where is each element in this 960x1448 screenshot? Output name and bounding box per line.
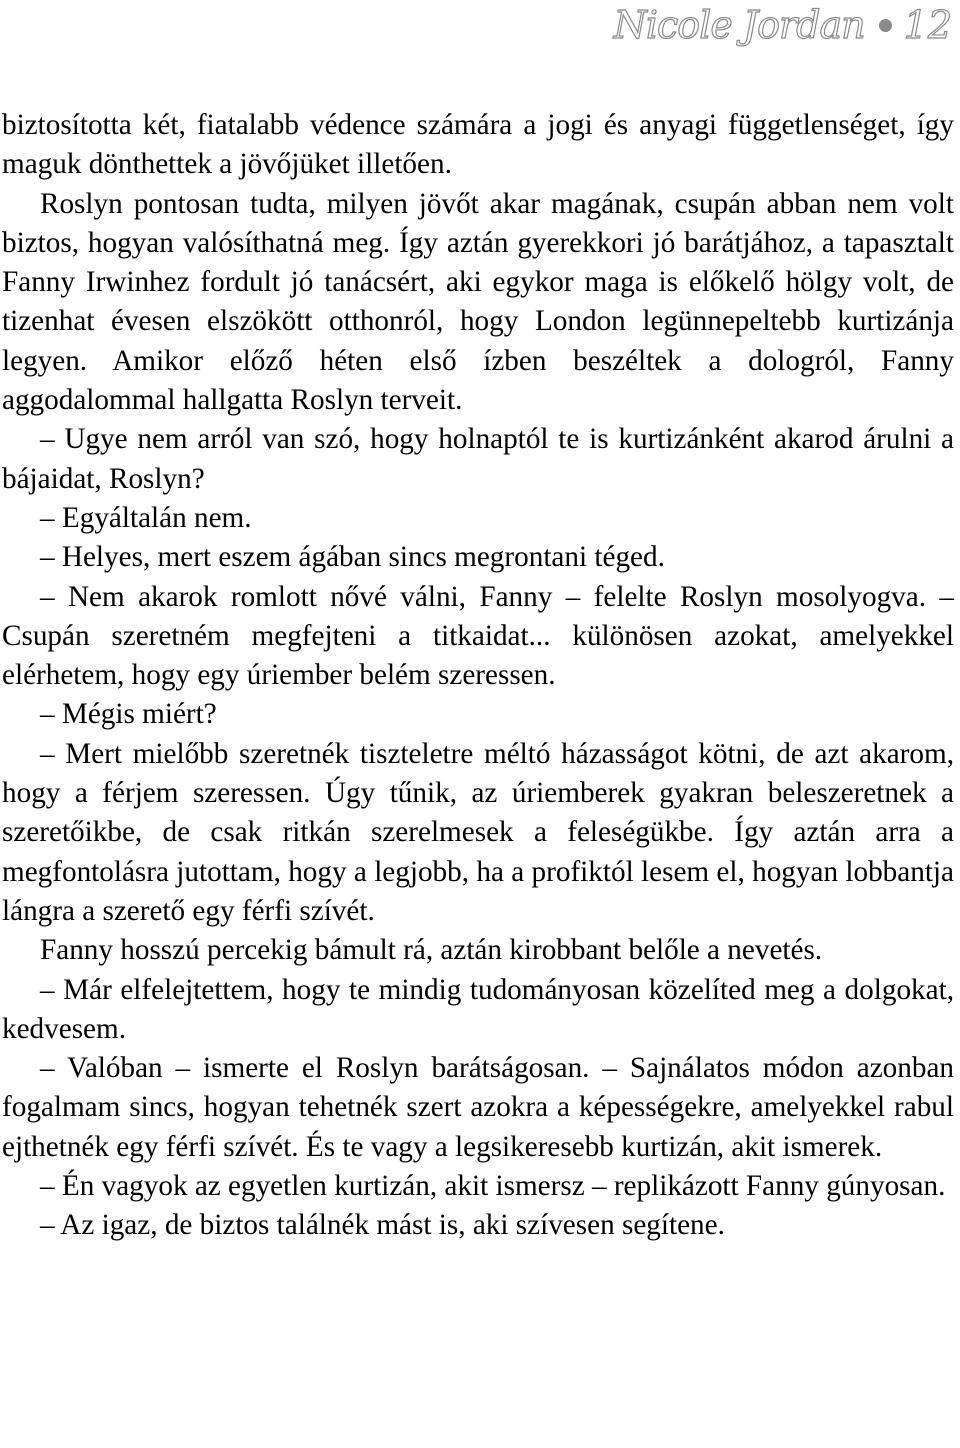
dialogue-line: – Már elfelejtettem, hogy te mindig tudományosan közelíted meg a dolgokat, kedvesem. [2, 973, 954, 1045]
dialogue-line: – Helyes, mert eszem ágában sincs megrontani téged. [40, 541, 665, 574]
dialogue-line: – Mégis miért? [40, 698, 217, 731]
dialogue-line: – Egyáltalán nem. [40, 501, 252, 534]
paragraph: biztosította két, fiatalabb védence számára a jogi és anyagi függetlenséget, így maguk dönthettek a jövőjüket illetően. [2, 109, 954, 181]
body-text [2, 106, 954, 1246]
paragraph: Fanny hosszú percekig bámult rá, aztán kirobbant belőle a nevetés. [40, 934, 823, 967]
page-header [614, 2, 952, 48]
paragraph: Roslyn pontosan tudta, milyen jövőt akar magának, csupán abban nem volt biztos, hogyan valósíthatná meg. Így aztán gyerekkori jó barátjához, a tapasztalt Fanny Irwinhez fordult jó tanácsért, aki egykor maga is előkelő hölgy volt, de tizenhat évesen elszökött otthonról, hogy London legünnepeltebb kurtizánja legyen. Amikor előző héten első ízben beszéltek a dologról, Fanny aggodalommal hallgatta Roslyn terveit. [2, 187, 954, 417]
header-bullet-icon [879, 19, 892, 32]
dialogue-line: – Valóban – ismerte el Roslyn barátságosan. – Sajnálatos módon azonban fogalmam sincs, hogyan tehetnék szert azokra a képességekre, amelyekkel rabul ejthetnék egy férfi szívét. És te vagy a legsikeresebb kurtizán, akit ismerek. [2, 1052, 954, 1163]
page-number: 12 [903, 3, 952, 47]
dialogue-line: – Én vagyok az egyetlen kurtizán, akit ismersz – replikázott Fanny gúnyosan. [40, 1170, 946, 1203]
dialogue-line: – Nem akarok romlott nővé válni, Fanny – felelte Roslyn mosolyogva. – Csupán szeretném megfejteni a titkaidat... különösen azokat, amelyekkel elérhetem, hogy egy úriember belém szeressen. [2, 580, 954, 692]
dialogue-line: – Az igaz, de biztos találnék mást is, aki szívesen segítene. [40, 1209, 725, 1242]
header-author: Nicole Jordan [613, 3, 865, 47]
dialogue-line: – Mert mielőbb szeretnék tiszteletre méltó házasságot kötni, de azt akarom, hogy a férjem szeressen. Úgy tűnik, az úriemberek gyakran beleszeretnek a szeretőikbe, de csak ritkán szerelmesek a feleségükbe. Így aztán arra a megfontolásra jutottam, hogy a legjobb, ha a profiktól lesem el, hogyan lobbantja lángra a szerető egy férfi szívét. [2, 737, 954, 927]
dialogue-line: – Ugye nem arról van szó, hogy holnaptól te is kurtizánként akarod árulni a bájaidat, Roslyn? [2, 423, 954, 495]
